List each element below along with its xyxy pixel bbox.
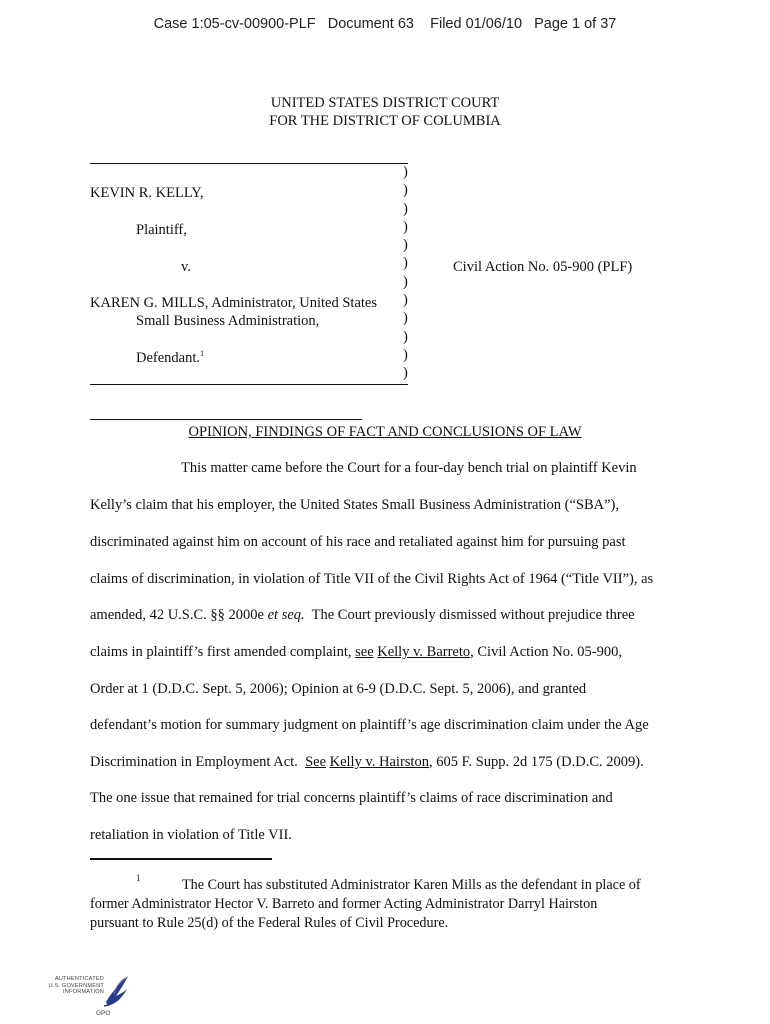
defendant-name: KAREN G. MILLS, Administrator, United States [90,295,377,311]
court-line-2: FOR THE DISTRICT OF COLUMBIA [269,113,501,129]
paren: ) [403,346,408,363]
gpo-eagle-icon [100,972,132,1012]
paren: ) [403,218,408,235]
title-rule [90,419,362,420]
court-line-1: UNITED STATES DISTRICT COURT [270,95,500,111]
opinion-title: OPINION, FINDINGS OF FACT AND CONCLUSIONS OF LAW [188,424,582,440]
paren: ) [403,182,408,199]
plaintiff-name: KEVIN R. KELLY, [90,185,204,201]
gpo-authentication-seal [40,972,140,1018]
paren: ) [403,328,408,345]
footnote-line-1: The Court has substituted Administrator Karen Mills as the defendant in place of [182,877,641,893]
footnote-line-2: former Administrator Hector V. Barreto and former Acting Administrator Darryl Hairston [90,896,598,912]
caption-paren-column [403,163,415,383]
body-line-6: claims in plaintiff’s first amended complaint, see Kelly v. Barreto, Civil Action No. 05-900, [90,644,622,660]
body-line-4: claims of discrimination, in violation of Title VII of the Civil Rights Act of 1964 (“Title VII”), as [90,571,654,587]
caption-bottom-rule [90,384,408,385]
paren: ) [403,365,408,382]
paren: ) [403,164,408,180]
paren: ) [403,310,408,327]
paren: ) [403,292,408,309]
body-line-7: Order at 1 (D.D.C. Sept. 5, 2006); Opinion at 6-9 (D.D.C. Sept. 5, 2006), and granted [90,681,587,697]
filed-date: Filed 01/06/10 [430,16,523,32]
citation-signal: See [305,754,326,770]
document-number: Document 63 [327,16,414,32]
case-citation: Kelly v. Hairston [329,754,429,770]
gpo-mark: GPO [96,1010,111,1017]
body-line-10: The one issue that remained for trial concerns plaintiff’s claims of race discrimination and [90,790,613,806]
footnote-line-3: pursuant to Rule 25(d) of the Federal Rules of Civil Procedure. [90,915,449,931]
footnote-ref: 1 [200,349,205,358]
gpo-seal-text: AUTHENTICATED U.S. GOVERNMENT INFORMATION [48,976,104,996]
body-line-11: retaliation in violation of Title VII. [90,827,292,843]
paren: ) [403,200,408,217]
civil-action-number: Civil Action No. 05-900 (PLF) [453,259,633,275]
defendant-agency: Small Business Administration, [136,313,320,329]
document-header [0,16,770,32]
court-name [0,94,770,130]
plaintiff-role: Plaintiff, [136,222,187,238]
citation-signal: see [355,644,374,660]
versus: v. [181,259,191,275]
footnote-text [90,876,690,933]
case-number: Case 1:05-cv-00900-PLF [153,16,316,32]
paren: ) [403,273,408,290]
body-line-2: Kelly’s claim that his employer, the United States Small Business Administration (“SBA”), [90,497,620,513]
footnote-number: 1 [136,873,141,883]
paren: ) [403,255,408,272]
body-line-1: This matter came before the Court for a four-day bench trial on plaintiff Kevin [181,460,637,476]
case-citation: Kelly v. Barreto [377,644,471,660]
paren: ) [403,237,408,254]
footnote-rule [90,858,272,860]
page-indicator: Page 1 of 37 [534,16,617,32]
defendant-role: Defendant.$^1$ [136,349,205,366]
body-line-3: discriminated against him on account of his race and retaliated against him for pursuing past [90,534,626,550]
body-line-5: amended, 42 U.S.C. §§ 2000e et seq. The Court previously dismissed without prejudice three [90,607,635,623]
caption-top-rule [90,163,408,164]
body-line-9: Discrimination in Employment Act. See Kelly v. Hairston, 605 F. Supp. 2d 175 (D.D.C. 2009). [90,754,644,770]
body-line-8: defendant’s motion for summary judgment on plaintiff’s age discrimination claim under the Age [90,717,649,733]
